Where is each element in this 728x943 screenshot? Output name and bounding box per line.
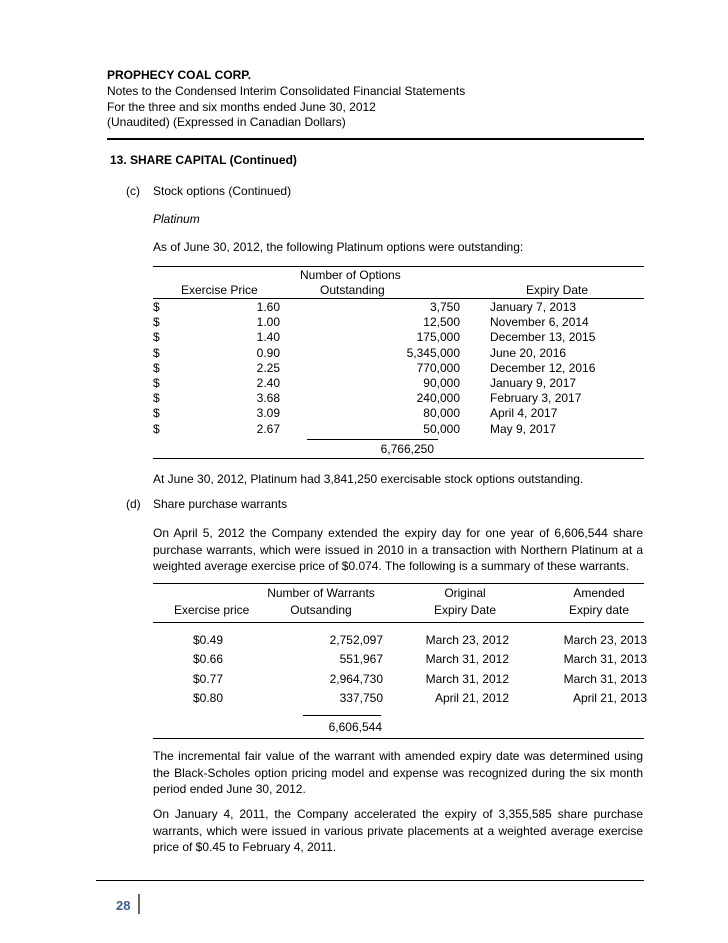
options-table bbox=[153, 300, 644, 437]
options-row bbox=[153, 300, 644, 315]
options-header-expiry: Expiry Date bbox=[526, 283, 589, 297]
warrant-price: $0.49 bbox=[193, 633, 224, 647]
warrant-number: 551,967 bbox=[339, 652, 383, 667]
page-number: 28 bbox=[116, 898, 131, 913]
options-total-rule bbox=[307, 439, 438, 440]
option-expiry: April 4, 2017 bbox=[490, 406, 558, 421]
options-header-number-line1: Number of Options bbox=[300, 268, 401, 282]
header-subtitle: Notes to the Condensed Interim Consolidated Financial Statements bbox=[107, 84, 466, 98]
warrants-header-original-line1: Original bbox=[444, 586, 486, 600]
option-number: 240,000 bbox=[416, 391, 460, 406]
warrant-amended-expiry: April 21, 2013 bbox=[572, 691, 647, 706]
option-price: 2.40 bbox=[256, 376, 280, 391]
currency-symbol: $ bbox=[153, 360, 160, 375]
option-expiry: January 7, 2013 bbox=[490, 300, 577, 314]
warrant-original-expiry: March 31, 2012 bbox=[425, 671, 509, 686]
currency-symbol: $ bbox=[153, 376, 160, 391]
option-number: 50,000 bbox=[423, 421, 460, 436]
options-table-top-rule bbox=[153, 266, 644, 267]
warrants-row bbox=[153, 650, 647, 669]
option-number: 90,000 bbox=[423, 376, 460, 391]
warrant-amended-expiry: March 31, 2013 bbox=[563, 671, 647, 686]
options-row bbox=[153, 361, 644, 376]
warrants-table-bottom-rule bbox=[153, 738, 644, 739]
option-number: 5,345,000 bbox=[406, 345, 460, 360]
warrant-price: $0.66 bbox=[193, 652, 224, 667]
option-price: 1.40 bbox=[256, 330, 280, 345]
subsection-d-title: Share purchase warrants bbox=[153, 497, 288, 511]
subsection-d-label: (d) bbox=[126, 497, 141, 511]
option-expiry: February 3, 2017 bbox=[490, 391, 582, 406]
option-number: 175,000 bbox=[416, 330, 460, 345]
currency-symbol: $ bbox=[153, 406, 160, 421]
warrants-header-price: Exercise price bbox=[174, 603, 250, 617]
exercisable-text: At June 30, 2012, Platinum had 3,841,250 exercisable stock options outstanding. bbox=[153, 472, 584, 486]
warrants-table-top-rule bbox=[153, 583, 644, 584]
header-basis: (Unaudited) (Expressed in Canadian Dollars) bbox=[107, 115, 346, 129]
warrants-header-number-line2: Outsanding bbox=[290, 603, 352, 617]
warrants-header-amended-line2: Expiry date bbox=[568, 603, 630, 617]
option-expiry: November 6, 2014 bbox=[490, 315, 589, 330]
option-expiry: December 12, 2016 bbox=[490, 360, 596, 375]
warrant-original-expiry: April 21, 2012 bbox=[434, 691, 509, 706]
options-total: 6,766,250 bbox=[380, 442, 434, 456]
options-row bbox=[153, 406, 644, 421]
option-price: 2.67 bbox=[256, 421, 280, 436]
accelerated-expiry-paragraph: On January 4, 2011, the Company accelerated the expiry of 3,355,585 share purchase warrants, which were issued in various private placements at a weighted average exercise price of $0.45 to February 4, 2011. bbox=[153, 807, 643, 854]
option-price: 0.90 bbox=[256, 345, 280, 360]
warrant-original-expiry: March 23, 2012 bbox=[425, 633, 509, 647]
currency-symbol: $ bbox=[153, 391, 160, 406]
footer-rule bbox=[96, 880, 644, 881]
warrants-total-rule bbox=[303, 715, 381, 716]
currency-symbol: $ bbox=[153, 421, 160, 436]
option-expiry: June 20, 2016 bbox=[490, 345, 567, 360]
warrant-original-expiry: March 31, 2012 bbox=[425, 652, 509, 667]
warrant-number: 2,752,097 bbox=[329, 633, 383, 647]
option-number: 770,000 bbox=[416, 360, 460, 375]
option-expiry: December 13, 2015 bbox=[490, 330, 596, 345]
option-number: 80,000 bbox=[423, 406, 460, 421]
warrants-table bbox=[153, 631, 647, 709]
currency-symbol: $ bbox=[153, 330, 160, 345]
options-row bbox=[153, 330, 644, 345]
subsection-c-title: Stock options (Continued) bbox=[153, 184, 292, 198]
subsection-c-label: (c) bbox=[126, 184, 140, 198]
page-number-divider bbox=[138, 894, 140, 914]
warrant-price: $0.77 bbox=[193, 671, 224, 686]
options-header-number-line2: Outstanding bbox=[320, 283, 385, 297]
platinum-heading: Platinum bbox=[153, 212, 200, 226]
warrants-intro: On April 5, 2012 the Company extended the expiry day for one year of 6,606,544 share purchase warrants, which were issued in 2010 in a transaction with Northern Platinum at a weighted average exercise price of $0.074. The following is a summary of these warrants. bbox=[153, 526, 643, 573]
options-row bbox=[153, 346, 644, 361]
warrants-header-amended-line1: Amended bbox=[573, 586, 625, 600]
options-row bbox=[153, 376, 644, 391]
header-period: For the three and six months ended June 30, 2012 bbox=[107, 100, 376, 114]
option-expiry: January 9, 2017 bbox=[490, 376, 577, 391]
option-price: 3.68 bbox=[256, 391, 280, 406]
warrants-header-original-line2: Expiry Date bbox=[433, 603, 497, 617]
option-price: 2.25 bbox=[256, 360, 280, 375]
options-table-bottom-rule bbox=[153, 458, 644, 459]
currency-symbol: $ bbox=[153, 300, 160, 314]
warrant-amended-expiry: March 31, 2013 bbox=[563, 652, 647, 667]
options-row bbox=[153, 422, 644, 437]
company-name: PROPHECY COAL CORP. bbox=[107, 68, 252, 82]
options-header-rule bbox=[153, 298, 644, 299]
warrants-row bbox=[153, 631, 647, 650]
options-row bbox=[153, 391, 644, 406]
warrants-header-rule bbox=[153, 622, 644, 623]
warrants-header-number-line1: Number of Warrants bbox=[267, 586, 375, 600]
warrant-number: 337,750 bbox=[339, 691, 383, 706]
header-rule bbox=[107, 138, 644, 140]
currency-symbol: $ bbox=[153, 345, 160, 360]
warrant-price: $0.80 bbox=[193, 691, 224, 706]
fair-value-paragraph: The incremental fair value of the warrant with amended expiry date was determined using the Black-Scholes option pricing model and expense was recognized during the six month period ended June 30, 2012. bbox=[153, 749, 643, 796]
option-price: 1.00 bbox=[256, 315, 280, 330]
options-header-price: Exercise Price bbox=[181, 283, 258, 297]
option-price: 3.09 bbox=[256, 406, 280, 421]
warrant-number: 2,964,730 bbox=[329, 671, 383, 686]
warrants-total: 6,606,544 bbox=[328, 720, 382, 734]
option-price: 1.60 bbox=[256, 300, 280, 314]
warrants-row bbox=[153, 670, 647, 689]
warrants-row bbox=[153, 689, 647, 708]
warrant-amended-expiry: March 23, 2013 bbox=[563, 633, 647, 647]
options-row bbox=[153, 315, 644, 330]
currency-symbol: $ bbox=[153, 315, 160, 330]
option-number: 12,500 bbox=[423, 315, 460, 330]
section-title: 13. SHARE CAPITAL (Continued) bbox=[110, 153, 297, 167]
option-number: 3,750 bbox=[429, 300, 460, 314]
platinum-intro: As of June 30, 2012, the following Platinum options were outstanding: bbox=[153, 240, 524, 254]
option-expiry: May 9, 2017 bbox=[490, 421, 557, 436]
